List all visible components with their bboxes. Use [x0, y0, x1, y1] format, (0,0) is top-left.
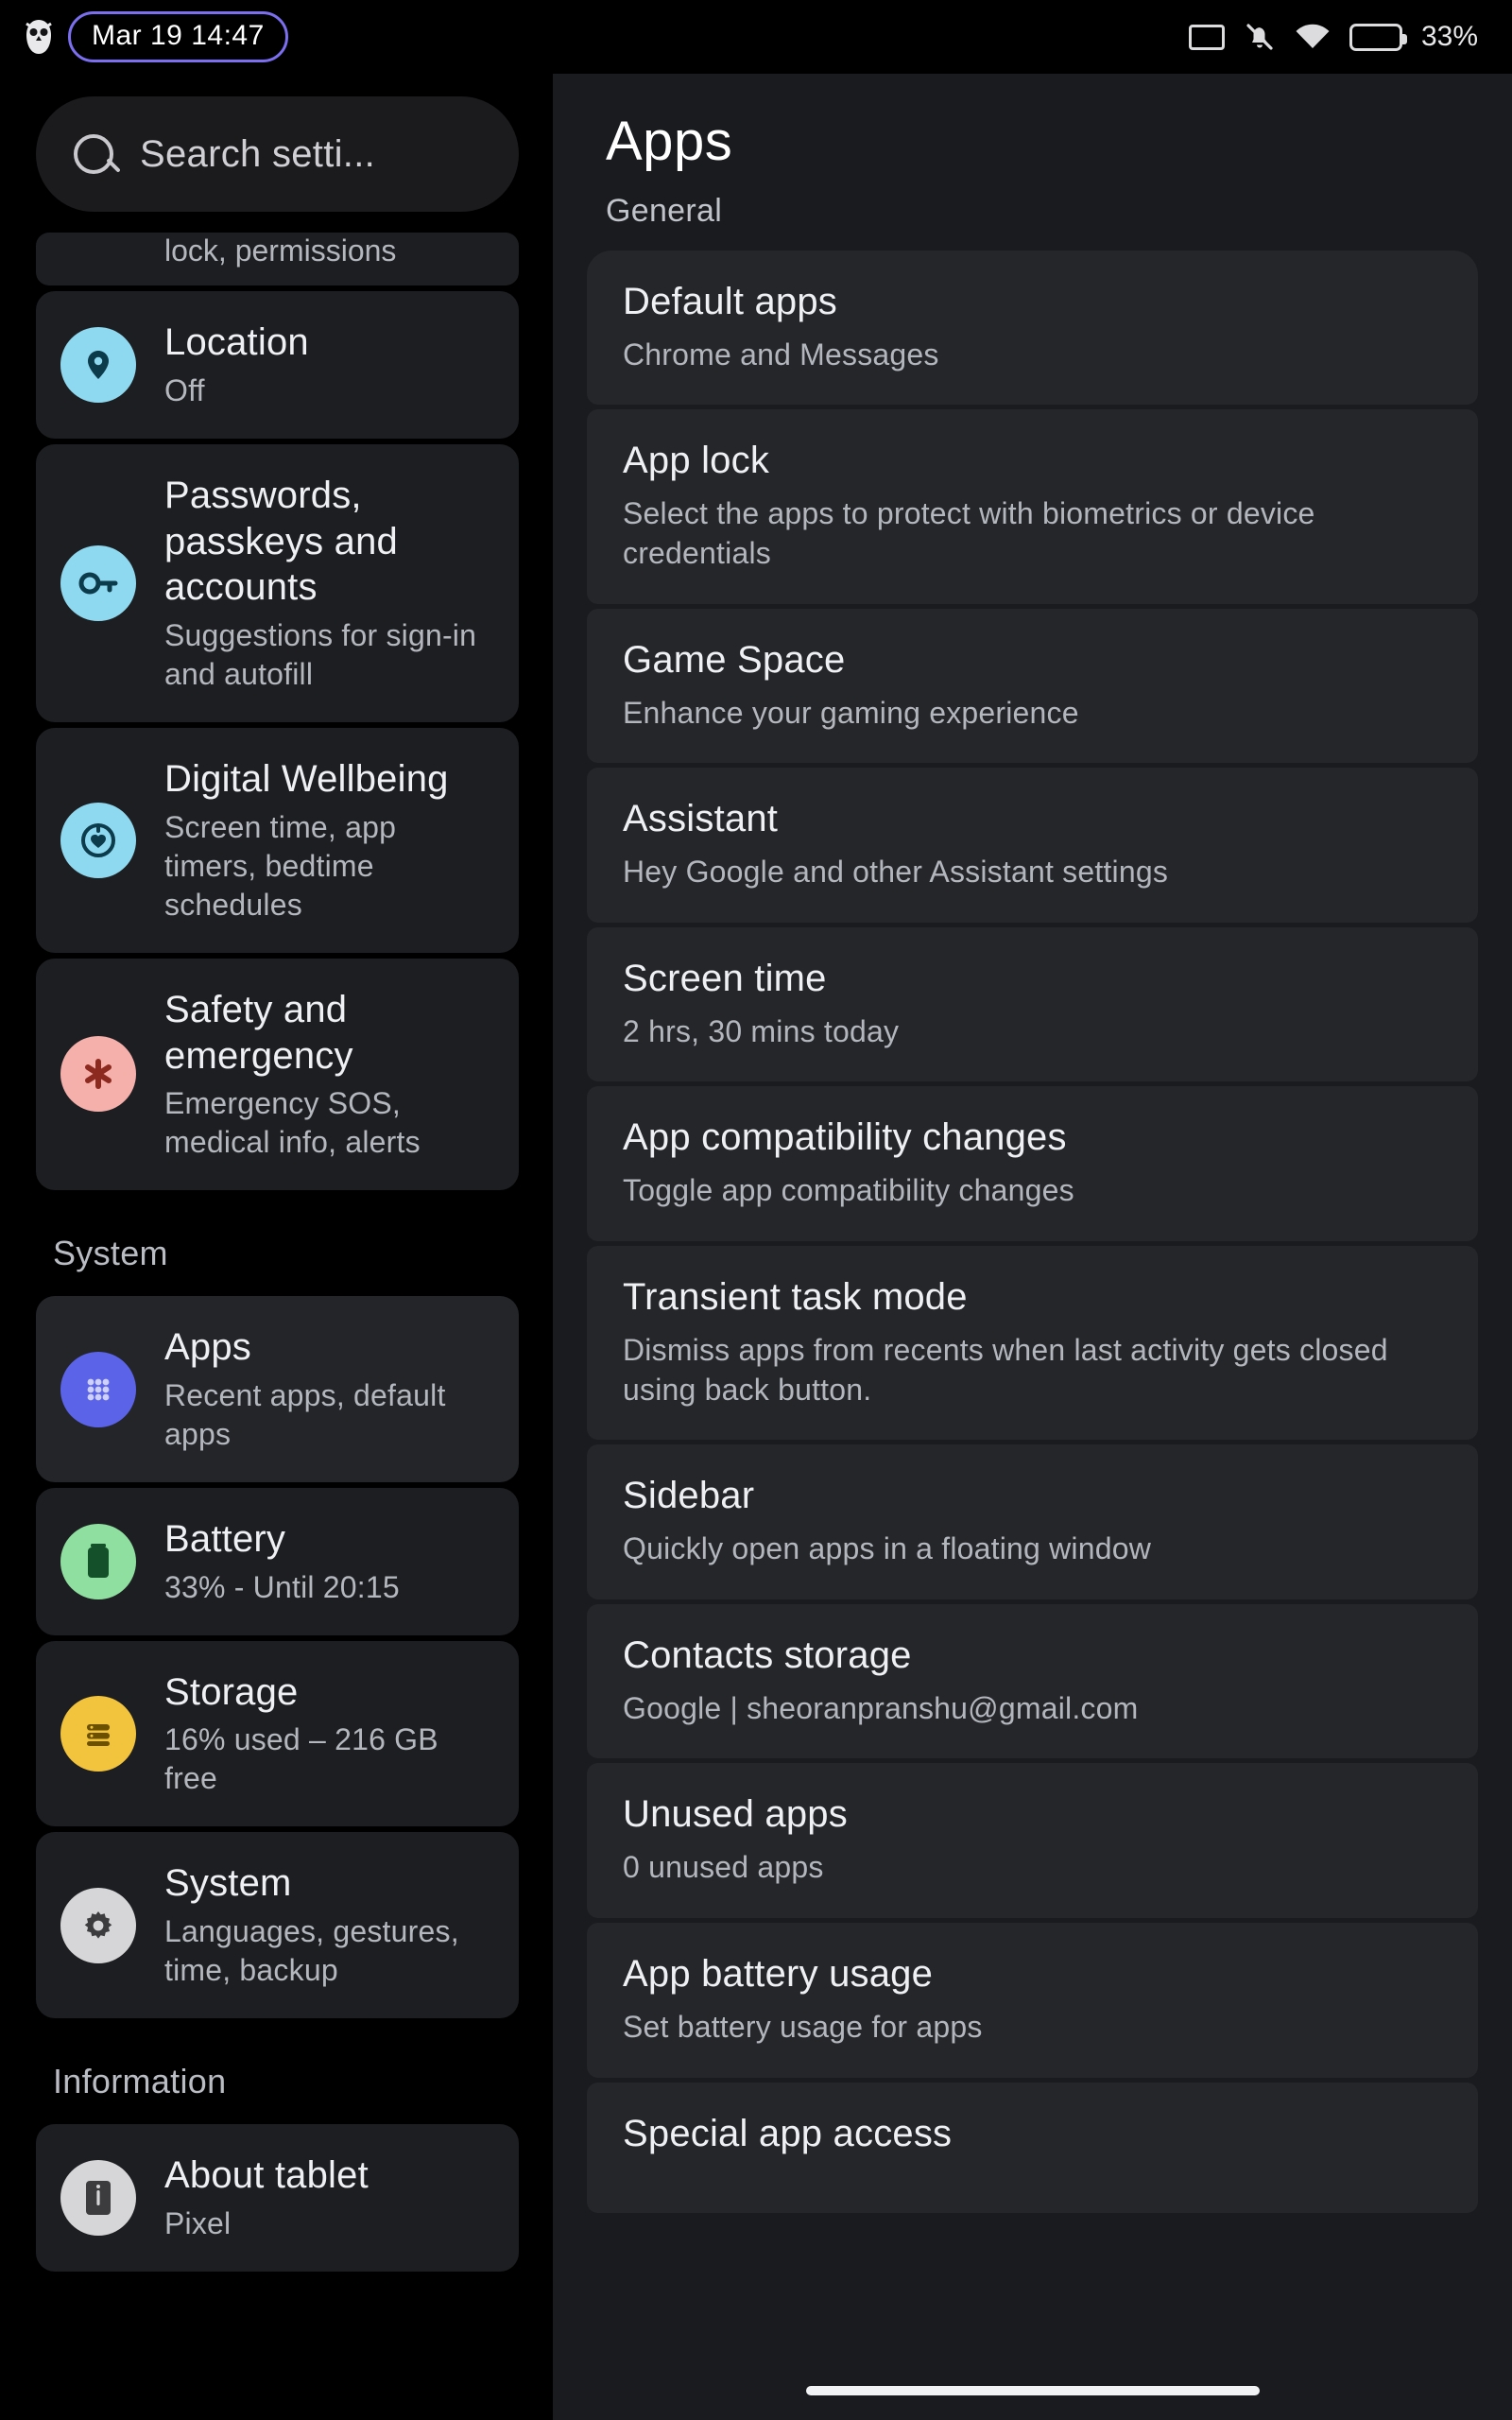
list-item-sub: Google | sheoranpranshu@gmail.com [623, 1690, 1139, 1725]
sidebar-item-system-sub: Languages, gestures, time, backup [164, 1914, 459, 1988]
sidebar-item-apps-title: Apps [164, 1326, 251, 1369]
list-item-title: Assistant [623, 798, 779, 840]
list-item-sub: Enhance your gaming experience [623, 695, 1079, 730]
home-gesture-pill[interactable] [806, 2386, 1260, 2395]
list-item-title: Screen time [623, 957, 827, 999]
sidebar-item-safety-emergency-title: Safety and emergency [164, 988, 353, 1077]
list-item-title: App lock [623, 440, 770, 482]
wifi-icon [1295, 23, 1331, 51]
apps-header [553, 74, 1512, 230]
list-item-title: Default apps [623, 280, 837, 322]
status-clock: Mar 19 14:47 [68, 11, 288, 62]
cast-icon [1189, 25, 1225, 50]
info-tablet-icon [60, 2160, 136, 2236]
content-body [0, 74, 1512, 2420]
battery-icon [1349, 24, 1402, 51]
sidebar-item-digital-wellbeing-sub: Screen time, app timers, bedtime schedules [164, 809, 397, 922]
sidebar-section-system: System [53, 1234, 168, 1273]
list-item-title: Special app access [623, 2112, 953, 2154]
sidebar-item-passwords-sub: Suggestions for sign-in and autofill [164, 618, 477, 692]
apps-grid-icon [60, 1352, 136, 1427]
list-item-game-space[interactable] [587, 609, 1478, 764]
list-item-title: App compatibility changes [623, 1116, 1067, 1159]
list-item-sub: 2 hrs, 30 mins today [623, 1013, 900, 1048]
settings-sidebar[interactable] [0, 74, 553, 2420]
sidebar-item-battery-sub: 33% - Until 20:15 [164, 1569, 400, 1604]
list-item-app-compatibility-changes[interactable] [587, 1086, 1478, 1241]
list-item-sub: Dismiss apps from recents when last activity gets closed using back button. [623, 1332, 1388, 1407]
list-item-special-app-access[interactable] [587, 2083, 1478, 2213]
sidebar-item-apps-text [164, 1324, 494, 1454]
sidebar-item-safety-emergency[interactable] [36, 959, 519, 1191]
list-item-title: Contacts storage [623, 1634, 912, 1676]
list-item-sub: 0 unused apps [623, 1850, 824, 1885]
list-item-app-battery-usage[interactable] [587, 1923, 1478, 2078]
list-item-sub: Hey Google and other Assistant settings [623, 855, 1169, 890]
sidebar-item-apps[interactable] [36, 1296, 519, 1482]
sidebar-item-safety-emergency-text [164, 987, 494, 1163]
sidebar-item-system[interactable] [36, 1832, 519, 2018]
list-item-title: Transient task mode [623, 1275, 968, 1318]
sidebar-item-location-sub: Off [164, 372, 205, 407]
battery-icon [60, 1524, 136, 1599]
sidebar-item-storage-title: Storage [164, 1670, 299, 1713]
section-label-general: General [606, 192, 723, 229]
sidebar-item-location-title: Location [164, 321, 309, 363]
list-item-sub: Set battery usage for apps [623, 2009, 983, 2044]
sidebar-item-battery-title: Battery [164, 1517, 286, 1560]
list-item-sub: Chrome and Messages [623, 337, 939, 372]
sidebar-item-location-text [164, 320, 309, 410]
wellbeing-heart-icon [60, 803, 136, 878]
list-item-sidebar[interactable] [587, 1444, 1478, 1599]
sidebar-item-security-clipped[interactable] [36, 233, 519, 285]
sidebar-item-apps-sub: Recent apps, default apps [164, 1378, 446, 1451]
list-item-contacts-storage[interactable] [587, 1604, 1478, 1759]
sidebar-item-digital-wellbeing-text [164, 756, 494, 925]
list-item-assistant[interactable] [587, 768, 1478, 923]
sidebar-item-storage-text [164, 1669, 494, 1799]
sidebar-item-about-tablet-title: About tablet [164, 2154, 369, 2197]
list-item-title: Sidebar [623, 1475, 755, 1517]
page-title: Apps [606, 111, 733, 172]
sidebar-group-system [36, 1296, 519, 2018]
location-pin-icon [60, 327, 136, 403]
list-item-transient-task-mode[interactable] [587, 1246, 1478, 1440]
sidebar-item-about-tablet[interactable] [36, 2124, 519, 2272]
storage-icon [60, 1696, 136, 1772]
sidebar-item-storage-sub: 16% used – 216 GB free [164, 1722, 438, 1796]
key-icon [60, 545, 136, 621]
search-input[interactable] [36, 96, 519, 212]
sidebar-item-system-text [164, 1860, 494, 1990]
list-item-title: Game Space [623, 638, 846, 681]
list-item-title: App battery usage [623, 1952, 934, 1995]
sidebar-item-about-tablet-sub: Pixel [164, 2205, 232, 2240]
list-item-unused-apps[interactable] [587, 1763, 1478, 1918]
list-item-sub: Quickly open apps in a floating window [623, 1531, 1152, 1566]
status-bar-right [1189, 21, 1478, 53]
sidebar-item-digital-wellbeing[interactable] [36, 728, 519, 953]
list-item-sub: Toggle app compatibility changes [623, 1173, 1074, 1208]
battery-percent-label: 33% [1420, 21, 1478, 52]
sidebar-section-information: Information [53, 2062, 227, 2101]
list-item-title: Unused apps [623, 1793, 848, 1836]
status-bar [0, 0, 1512, 74]
search-icon [74, 134, 113, 174]
status-bar-left [23, 11, 288, 62]
sidebar-item-battery[interactable] [36, 1488, 519, 1635]
sidebar-item-passwords-title: Passwords, passkeys and accounts [164, 474, 398, 609]
sidebar-item-location[interactable] [36, 291, 519, 439]
owl-icon [23, 18, 55, 56]
apps-detail-pane [553, 74, 1512, 2420]
apps-settings-list[interactable] [553, 251, 1512, 2420]
sidebar-item-battery-text [164, 1516, 400, 1607]
list-item-app-lock[interactable] [587, 409, 1478, 603]
sidebar-group-privacy [36, 233, 519, 1190]
list-item-screen-time[interactable] [587, 927, 1478, 1082]
bell-muted-icon [1244, 21, 1276, 53]
sidebar-group-information [36, 2124, 519, 2272]
sidebar-item-safety-emergency-sub: Emergency SOS, medical info, alerts [164, 1086, 421, 1160]
sidebar-item-digital-wellbeing-title: Digital Wellbeing [164, 758, 449, 801]
sidebar-item-about-tablet-text [164, 2152, 369, 2243]
asterisk-emergency-icon [60, 1036, 136, 1112]
list-item-sub: Select the apps to protect with biometrics or device credentials [623, 496, 1315, 570]
sidebar-scroll-area[interactable] [0, 233, 553, 2420]
gear-icon [60, 1888, 136, 1963]
sidebar-item-storage[interactable] [36, 1641, 519, 1827]
sidebar-item-passwords-text [164, 473, 494, 694]
search-placeholder: Search setti... [140, 132, 376, 175]
list-item-default-apps[interactable] [587, 251, 1478, 406]
sidebar-item-passwords[interactable] [36, 444, 519, 722]
sidebar-item-security-label: lock, permissions [164, 233, 397, 268]
sidebar-item-system-title: System [164, 1862, 292, 1905]
